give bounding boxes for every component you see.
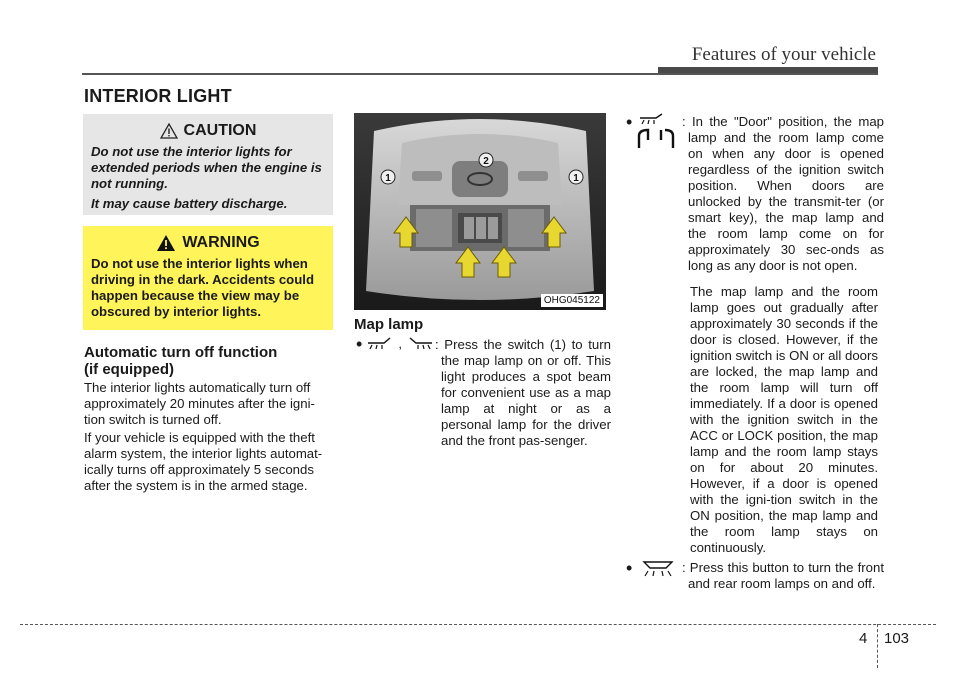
map-lamp-icons: [356, 336, 434, 352]
overhead-console-photo: [354, 113, 606, 310]
map-lamp-icon-separator: ,: [398, 336, 402, 351]
room-lamp-bullet: •: [626, 558, 633, 578]
footer-divider: [877, 624, 878, 668]
warning-text: Do not use the interior lights when driving in the dark. Accidents could happen because the view may be obscured by interior lights.: [91, 256, 315, 319]
callout-1-left: 1: [385, 173, 391, 184]
door-mode-description: : In the "Door" position, the map lamp and the room lamp come on when any door is opened regardless of the ignition switch position. When doors are unlocked by the transmit-ter (or smart key), the map lamp and the room lamp come on for approximately 30 sec-onds as long as any door is not open.: [682, 114, 884, 273]
caution-text-1: Do not use the interior lights for extended periods when the engine is not running.: [91, 144, 322, 191]
section-title: INTERIOR LIGHT: [84, 86, 232, 106]
room-lamp-icon: [640, 556, 676, 578]
auto-off-paragraph-1: The interior lights automatically turn off approximately 20 minutes after the igni-tion switch is turned off.: [84, 380, 315, 427]
door-mode-description-2: The map lamp and the room lamp goes out gradually after approximately 30 seconds if the door is closed. However, if the ignition switch is ON or all doors are locked, the map lamp and the room lamp will turn off immediately. If a door is opened with the ignition switch in the ACC or LOCK position, the map lamp and the room lamp stays on for about 20 minutes. However, if a door is opened with the igni-tion switch in the ON position, the map lamp and the room lamp stays on continuously.: [690, 284, 878, 555]
caution-box: [83, 114, 333, 215]
door-mode-bullet: •: [626, 112, 633, 132]
running-header: Features of your vehicle: [691, 44, 876, 65]
warning-triangle-icon: [156, 234, 176, 252]
footer-rule: [20, 624, 936, 625]
auto-off-paragraph-2: If your vehicle is equipped with the theft alarm system, the interior lights automat-ically turns off approximately 5 seconds after the system is in the armed stage.: [84, 430, 323, 493]
map-lamp-right-icon: [406, 336, 434, 350]
room-lamp-description: : Press this button to turn the front and rear room lamps on and off.: [682, 560, 884, 591]
door-mode-icon: [636, 112, 676, 152]
photo-code: OHG045122: [541, 294, 603, 307]
header-rule: [82, 73, 878, 75]
warning-heading: [91, 234, 325, 252]
map-lamp-left-icon: [366, 336, 394, 350]
chapter-number: 4: [859, 630, 868, 647]
warning-box: [83, 226, 333, 330]
map-lamp-title: Map lamp: [354, 316, 424, 333]
auto-off-heading-line1: Automatic turn off function: [84, 344, 278, 361]
caution-text-2: It may cause battery discharge.: [91, 196, 288, 211]
caution-heading-text: CAUTION: [183, 122, 257, 139]
warning-heading-text: WARNING: [182, 234, 260, 251]
map-lamp-description: : Press the switch (1) to turn the map lamp on or off. This light produces a spot beam for convenient use as a map lamp at night or as a personal lamp for the driver and the front pas-senger.: [435, 337, 611, 448]
page-number: 103: [884, 630, 910, 647]
caution-heading: [91, 122, 325, 140]
callout-2: 2: [483, 156, 489, 167]
map-lamp-bullet: •: [356, 334, 363, 354]
auto-off-heading-line2: (if equipped): [84, 361, 174, 378]
callout-1-right: 1: [573, 173, 579, 184]
caution-triangle-icon: [160, 123, 178, 139]
overhead-console-illustration: [354, 113, 606, 310]
auto-off-heading: [84, 344, 334, 378]
